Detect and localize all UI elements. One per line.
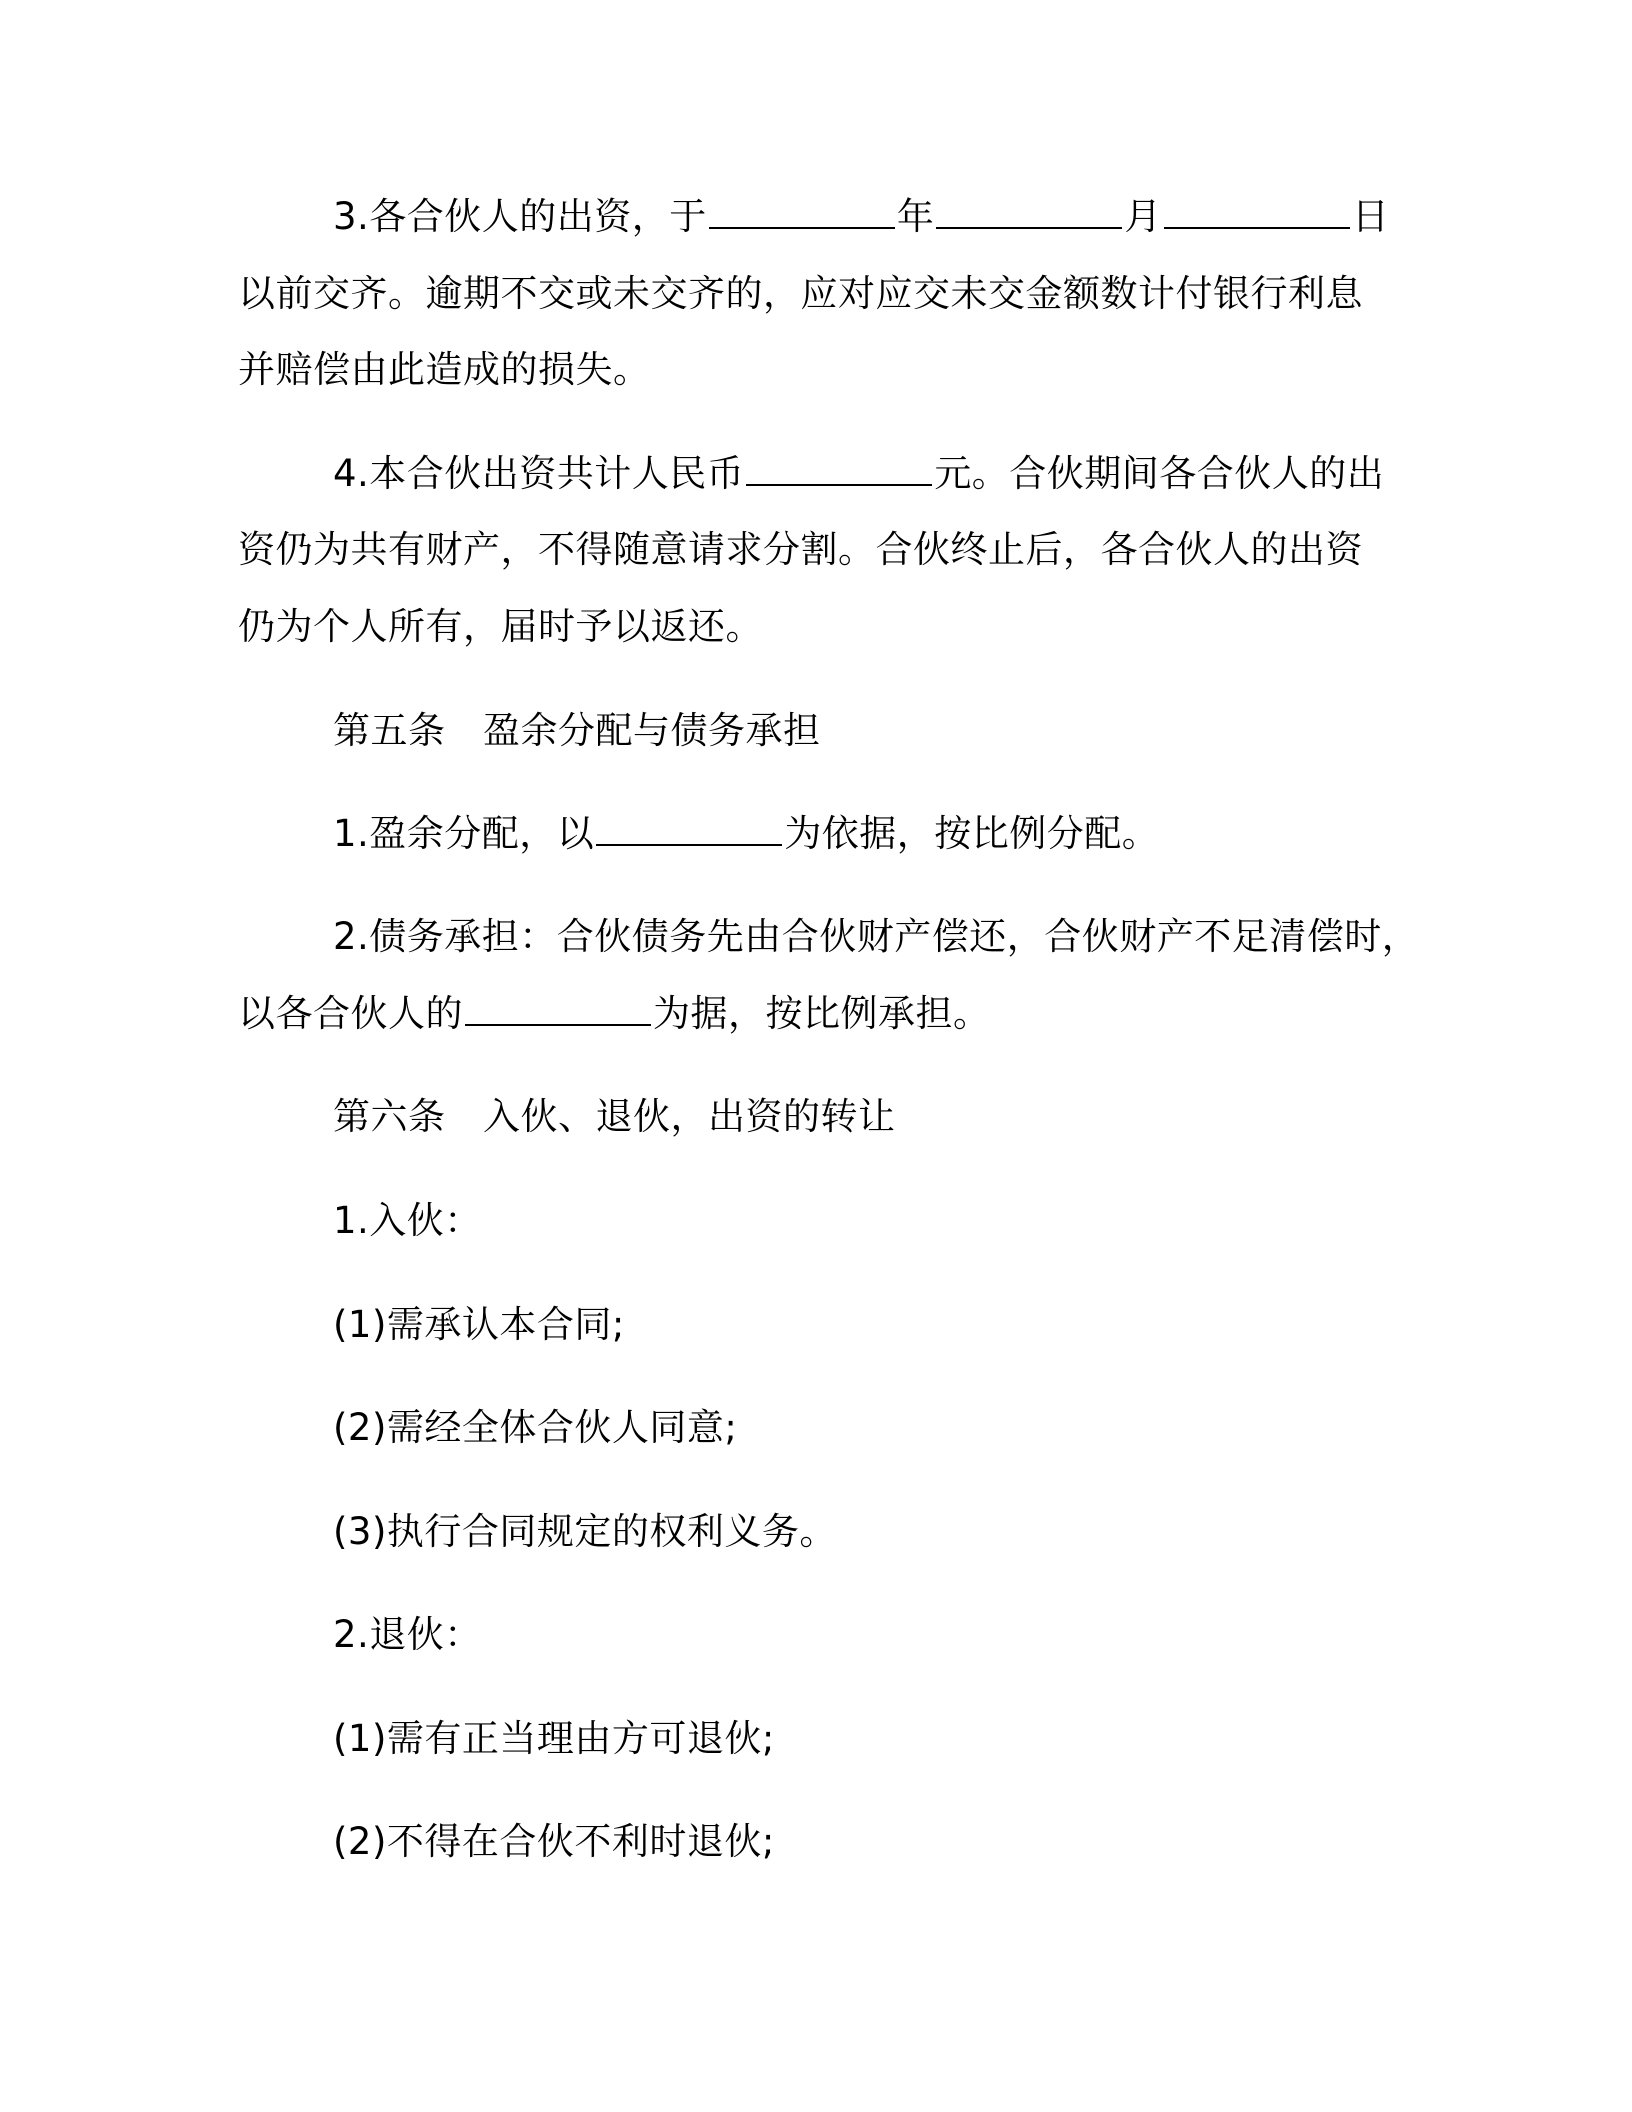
text: 年 xyxy=(896,195,935,238)
blank-amount xyxy=(746,464,932,486)
join-item: (3)执行合同规定的权利义务。 xyxy=(333,1510,837,1553)
clause-4-line-3: 仍为个人所有，届时予以返还。 xyxy=(238,605,763,648)
text: 元。合伙期间各合伙人的出 xyxy=(934,452,1385,495)
clause-3-line-1 xyxy=(333,178,1493,255)
text: 4.本合伙出资共计人民币 xyxy=(333,452,745,495)
quit-item: (2)不得在合伙不利时退伙; xyxy=(333,1820,775,1863)
clause-3-line-3: 并赔偿由此造成的损失。 xyxy=(238,348,651,391)
clause-4-line-2: 资仍为共有财产，不得随意请求分割。合伙终止后，各合伙人的出资 xyxy=(238,528,1363,571)
article-5-heading: 第五条 盈余分配与债务承担 xyxy=(333,709,821,752)
text: 1.盈余分配，以 xyxy=(333,812,595,855)
text: 为据，按比例承担。 xyxy=(653,992,991,1035)
clause-5-2-line-1: 2.债务承担：合伙债务先由合伙财产偿还，合伙财产不足清偿时， xyxy=(333,915,1420,958)
join-title: 1.入伙： xyxy=(333,1199,482,1242)
text: 为依据，按比例分配。 xyxy=(784,812,1160,855)
text: 月 xyxy=(1124,195,1162,238)
blank-year xyxy=(709,207,895,229)
join-item: (1)需承认本合同; xyxy=(333,1303,625,1346)
text: 以各合伙人的 xyxy=(238,992,463,1035)
clause-5-1 xyxy=(333,795,1493,872)
join-item: (2)需经全体合伙人同意; xyxy=(333,1406,738,1449)
quit-title: 2.退伙： xyxy=(333,1613,482,1656)
quit-item: (1)需有正当理由方可退伙; xyxy=(333,1717,775,1760)
blank-day xyxy=(1164,207,1350,229)
blank-month xyxy=(936,207,1122,229)
clause-4-line-1 xyxy=(333,435,1493,512)
text: 3.各合伙人的出资，于 xyxy=(333,195,707,238)
blank-ratio xyxy=(465,1004,651,1026)
article-6-heading: 第六条 入伙、退伙，出资的转让 xyxy=(333,1095,896,1138)
text: 日 xyxy=(1351,195,1390,238)
clause-3-line-2: 以前交齐。逾期不交或未交齐的，应对应交未交金额数计付银行利息 xyxy=(238,272,1363,315)
blank-basis xyxy=(596,824,782,846)
clause-5-2-line-2 xyxy=(238,975,1398,1052)
